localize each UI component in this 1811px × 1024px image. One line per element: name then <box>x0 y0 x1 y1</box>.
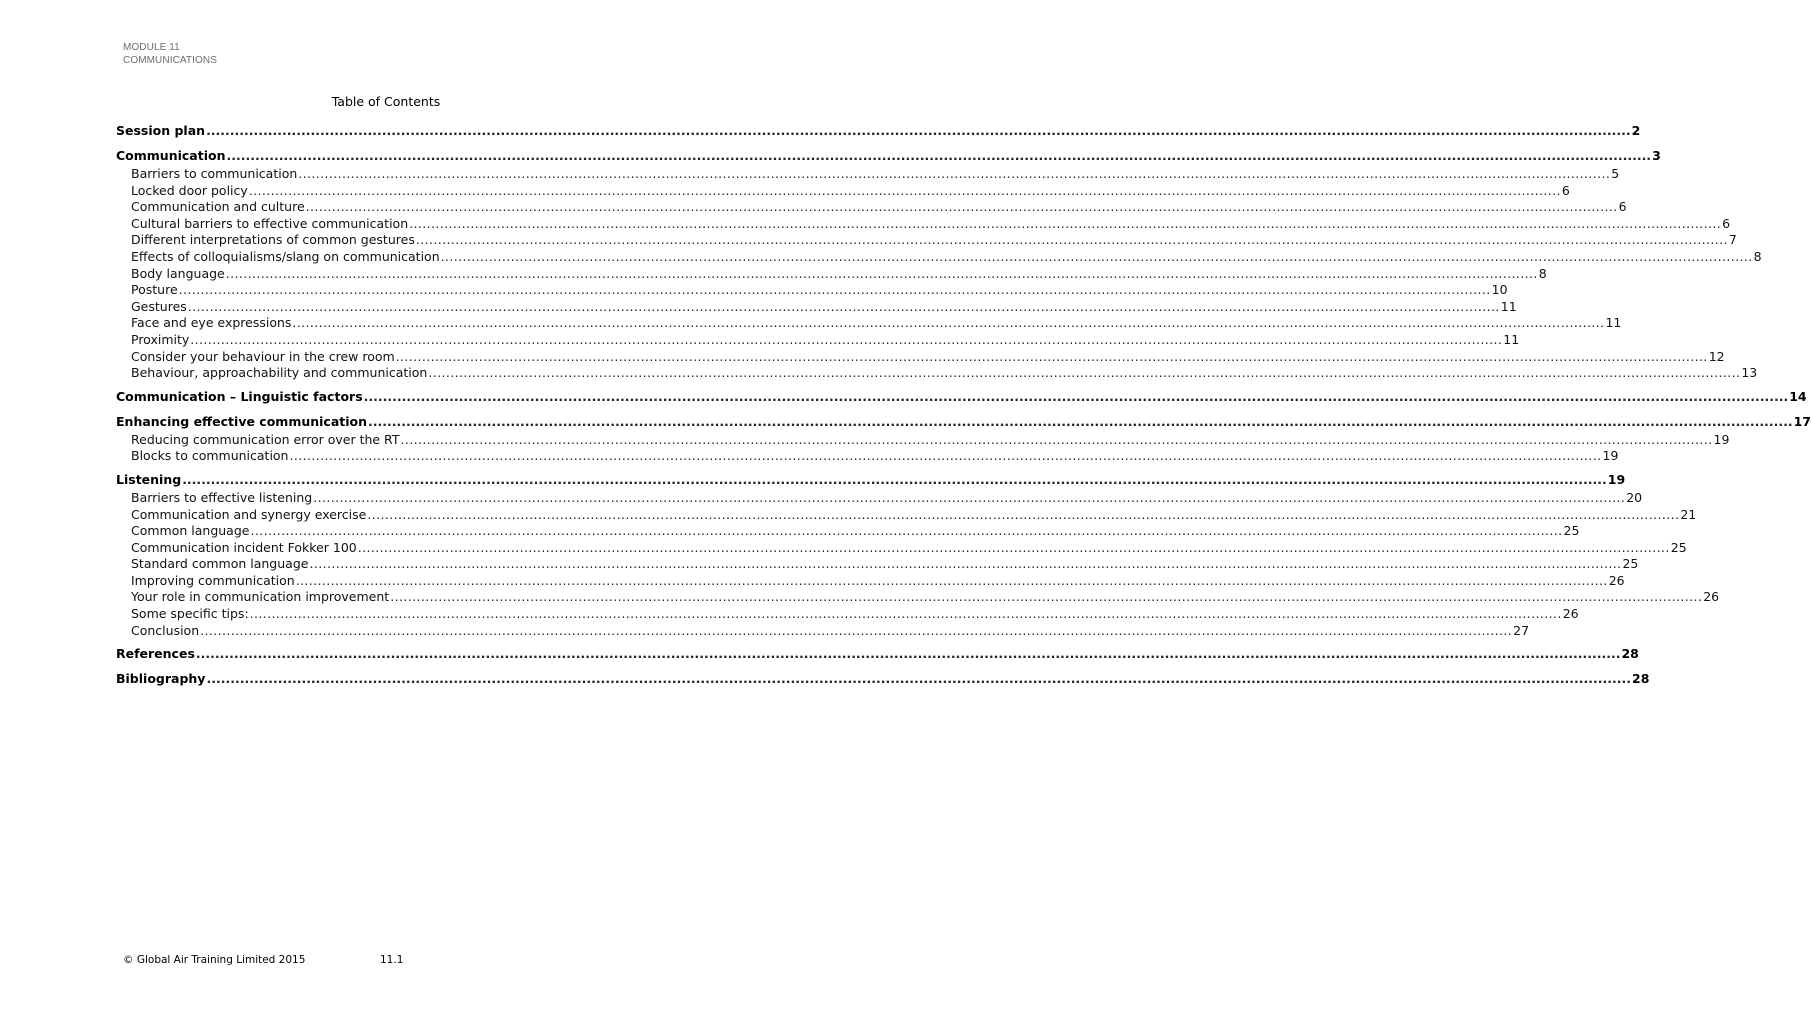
toc-entry-label: Improving communication <box>131 572 295 588</box>
dot-leader: ............................................................................................................................................................................................................................................................................................................ <box>225 265 1538 281</box>
toc-entry[interactable] <box>116 265 1547 283</box>
toc-entry-page: 2 <box>1631 123 1641 138</box>
toc-entry[interactable] <box>116 448 1619 465</box>
toc-entry-label: Barriers to communication <box>131 166 298 181</box>
toc-entry-page: 28 <box>1632 671 1650 687</box>
toc-entry-label: References <box>116 646 195 662</box>
toc-entry-label: Different interpretations of common gestures <box>131 232 415 248</box>
toc-entry-label: Standard common language <box>131 556 309 572</box>
toc-entry-label: Conclusion <box>131 622 200 638</box>
toc-entry[interactable] <box>116 506 1697 524</box>
dot-leader: ............................................................................................................................................................................................................................................................................................................ <box>250 523 1563 539</box>
toc-entry-page: 17 <box>1793 413 1811 429</box>
toc-entry[interactable] <box>116 282 1508 299</box>
toc-entry-label: Communication and culture <box>131 199 305 215</box>
dot-leader: ............................................................................................................................................................................................................................................................................................................ <box>390 589 1703 605</box>
toc-entry[interactable] <box>116 606 1579 623</box>
toc-entry-label: Session plan <box>116 123 206 138</box>
toc-entry-label: Communication incident Fokker 100 <box>131 539 357 555</box>
toc-entry[interactable] <box>116 315 1622 332</box>
toc-entry[interactable] <box>116 523 1580 540</box>
toc-entry-label: Common language <box>131 523 250 539</box>
toc-entry[interactable] <box>116 248 1762 266</box>
header-module: MODULE 11 <box>123 42 180 53</box>
toc-entry-page: 11 <box>1503 331 1520 347</box>
toc-entry-label: Communication – Linguistic factors <box>116 388 363 404</box>
toc-entry[interactable] <box>116 166 1620 183</box>
dot-leader: ............................................................................................................................................................................................................................................................................................................ <box>289 448 1602 464</box>
dot-leader: ............................................................................................................................................................................................................................................................................................................ <box>309 556 1622 572</box>
toc-entry[interactable] <box>116 298 1517 316</box>
toc-entry-page: 12 <box>1708 348 1725 364</box>
toc-entry-label: Behaviour, approachability and communication <box>131 365 428 381</box>
toc-entry-label: Bibliography <box>116 671 206 687</box>
toc-entry[interactable] <box>116 215 1731 233</box>
toc-entry-page: 28 <box>1621 646 1639 662</box>
dot-leader: ............................................................................................................................................................................................................................................................................................................ <box>206 123 1631 138</box>
toc-entry-page: 6 <box>1618 199 1627 215</box>
dot-leader: ............................................................................................................................................................................................................................................................................................................ <box>428 365 1741 381</box>
footer-page-number: 11.1 <box>380 954 404 966</box>
dot-leader: ............................................................................................................................................................................................................................................................................................................ <box>409 215 1722 231</box>
table-of-contents <box>116 123 1811 689</box>
toc-entry-page: 6 <box>1722 215 1731 231</box>
dot-leader: ............................................................................................................................................................................................................................................................................................................ <box>313 489 1626 505</box>
dot-leader: ............................................................................................................................................................................................................................................................................................................ <box>187 298 1500 314</box>
toc-entry-label: Your role in communication improvement <box>131 589 390 605</box>
dot-leader: ............................................................................................................................................................................................................................................................................................................ <box>195 646 1621 662</box>
toc-entry-page: 19 <box>1607 471 1626 487</box>
toc-entry-page: 19 <box>1713 431 1730 447</box>
dot-leader: ............................................................................................................................................................................................................................................................................................................ <box>226 148 1652 163</box>
toc-entry[interactable] <box>116 348 1725 366</box>
toc-entry-label: Communication <box>116 148 226 163</box>
dot-leader: ............................................................................................................................................................................................................................................................................................................ <box>357 539 1670 555</box>
toc-entry-label: Communication and synergy exercise <box>131 506 367 522</box>
dot-leader: ............................................................................................................................................................................................................................................................................................................ <box>249 606 1562 622</box>
toc-entry[interactable] <box>116 199 1627 216</box>
toc-entry[interactable] <box>116 489 1643 507</box>
toc-entry-label: Effects of colloquialisms/slang on communication <box>131 248 440 264</box>
toc-entry-page: 25 <box>1563 523 1580 539</box>
dot-leader: ............................................................................................................................................................................................................................................................................................................ <box>248 182 1561 198</box>
toc-entry-page: 26 <box>1562 606 1579 622</box>
toc-entry-label: Body language <box>131 265 225 281</box>
dot-leader: ............................................................................................................................................................................................................................................................................................................ <box>367 506 1680 522</box>
toc-entry-page: 10 <box>1491 282 1508 298</box>
toc-entry[interactable] <box>116 388 1807 407</box>
toc-entry-page: 3 <box>1652 148 1661 163</box>
dot-leader: ............................................................................................................................................................................................................................................................................................................ <box>440 248 1753 264</box>
dot-leader: ............................................................................................................................................................................................................................................................................................................ <box>190 331 1503 347</box>
dot-leader: ............................................................................................................................................................................................................................................................................................................ <box>200 622 1513 638</box>
toc-entry[interactable] <box>116 622 1530 640</box>
toc-entry-page: 13 <box>1741 365 1758 381</box>
dot-leader: ............................................................................................................................................................................................................................................................................................................ <box>292 315 1605 331</box>
toc-entry-label: Enhancing effective communication <box>116 413 368 429</box>
toc-entry[interactable] <box>116 182 1570 200</box>
dot-leader: ............................................................................................................................................................................................................................................................................................................ <box>363 388 1789 404</box>
toc-entry[interactable] <box>116 471 1626 490</box>
toc-entry-label: Some specific tips: <box>131 606 249 622</box>
toc-entry[interactable] <box>116 671 1650 689</box>
toc-entry-label: Barriers to effective listening <box>131 489 313 505</box>
toc-entry[interactable] <box>116 123 1641 141</box>
toc-entry[interactable] <box>116 331 1520 349</box>
toc-entry-label: Listening <box>116 471 182 487</box>
toc-entry-page: 8 <box>1538 265 1547 281</box>
dot-leader: ............................................................................................................................................................................................................................................................................................................ <box>178 282 1491 298</box>
toc-entry[interactable] <box>116 572 1625 590</box>
toc-entry-page: 26 <box>1608 572 1625 588</box>
toc-entry-page: 25 <box>1622 556 1639 572</box>
toc-entry-page: 19 <box>1602 448 1619 464</box>
toc-entry-label: Blocks to communication <box>131 448 289 464</box>
toc-entry[interactable] <box>116 589 1720 606</box>
toc-entry[interactable] <box>116 539 1687 557</box>
toc-entry-label: Gestures <box>131 298 187 314</box>
toc-entry-page: 5 <box>1611 166 1620 181</box>
dot-leader: ............................................................................................................................................................................................................................................................................................................ <box>182 471 1607 487</box>
dot-leader: ............................................................................................................................................................................................................................................................................................................ <box>206 671 1632 687</box>
toc-entry-page: 20 <box>1626 489 1643 505</box>
toc-entry-page: 7 <box>1728 232 1737 248</box>
toc-entry[interactable] <box>116 365 1758 382</box>
toc-entry-page: 8 <box>1753 248 1762 264</box>
header-subject: COMMUNICATIONS <box>123 54 217 66</box>
toc-entry[interactable] <box>116 413 1811 432</box>
toc-title: Table of Contents <box>331 94 441 109</box>
toc-entry-page: 11 <box>1605 315 1622 331</box>
toc-entry-label: Cultural barriers to effective communication <box>131 215 409 231</box>
dot-leader: ............................................................................................................................................................................................................................................................................................................ <box>295 572 1608 588</box>
toc-entry-page: 27 <box>1513 622 1530 638</box>
toc-entry-page: 6 <box>1561 182 1570 198</box>
toc-entry-label: Posture <box>131 282 178 298</box>
toc-entry-page: 25 <box>1670 539 1687 555</box>
toc-entry[interactable] <box>116 646 1639 664</box>
toc-entry-label: Locked door policy <box>131 182 248 198</box>
footer-copyright: © Global Air Training Limited 2015 <box>123 954 306 966</box>
dot-leader: ............................................................................................................................................................................................................................................................................................................ <box>400 431 1713 447</box>
toc-entry[interactable] <box>116 148 1661 166</box>
dot-leader: ............................................................................................................................................................................................................................................................................................................ <box>298 166 1611 181</box>
toc-entry[interactable] <box>116 556 1639 573</box>
toc-entry[interactable] <box>116 232 1737 249</box>
dot-leader: ............................................................................................................................................................................................................................................................................................................ <box>368 413 1793 429</box>
running-header <box>123 42 217 67</box>
toc-entry-label: Face and eye expressions <box>131 315 292 331</box>
toc-entry-page: 14 <box>1789 388 1807 404</box>
toc-entry-label: Reducing communication error over the RT <box>131 431 400 447</box>
toc-entry-label: Proximity <box>131 331 190 347</box>
toc-entry-page: 26 <box>1703 589 1720 605</box>
dot-leader: ............................................................................................................................................................................................................................................................................................................ <box>395 348 1708 364</box>
toc-entry[interactable] <box>116 431 1730 449</box>
toc-entry-label: Consider your behaviour in the crew room <box>131 348 395 364</box>
dot-leader: ............................................................................................................................................................................................................................................................................................................ <box>415 232 1728 248</box>
toc-entry-page: 11 <box>1500 298 1517 314</box>
dot-leader: ............................................................................................................................................................................................................................................................................................................ <box>305 199 1618 215</box>
toc-entry-page: 21 <box>1680 506 1697 522</box>
